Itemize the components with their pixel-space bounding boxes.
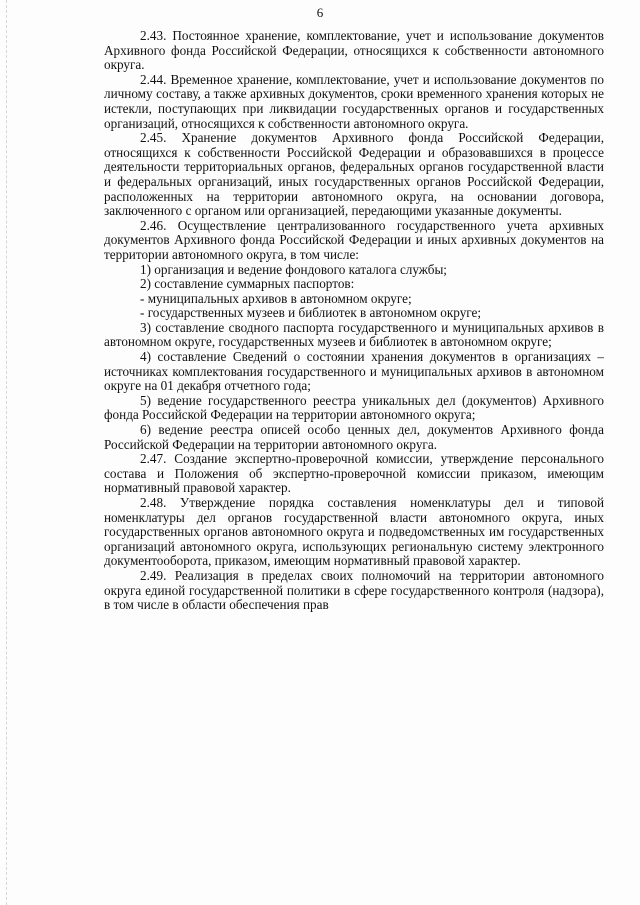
paragraph-2-44: 2.44. Временное хранение, комплектование, учет и использование документов по личному составу, а также архивных документов, сроки временного хранения которых не истекли, поступающих при ликвидации государственных органов и государственных организаций, относящихся к собственности автономного округа. xyxy=(104,71,604,131)
document-body xyxy=(104,29,604,613)
scan-edge-mark xyxy=(6,0,8,905)
list-subitem-municipal-archives: - муниципальных архивов в автономном округе; xyxy=(140,290,412,306)
list-item-2-46-2: 2) составление суммарных паспортов: xyxy=(140,276,355,292)
list-item-2-46-3: 3) составление сводного паспорта государственного и муниципальных архивов в автономном округе, государственных музеев и библиотек в автономном округе; xyxy=(104,319,604,350)
list-item-2-46-5: 5) ведение государственного реестра уникальных дел (документов) Архивного фонда Российской Федерации на территории автономного округа; xyxy=(104,392,604,423)
list-item-2-46-4: 4) составление Сведений о состоянии хранения документов в организациях – источниках комплектования государственного и муниципальных архивов в автономном округе на 01 декабря отчетного года; xyxy=(104,349,604,394)
paragraph-2-45: 2.45. Хранение документов Архивного фонда Российской Федерации, относящихся к собственности Российской Федерации и образовавшихся в процессе деятельности территориальных органов, федеральных органов государственной власти и федеральных организаций, иных государственных органов Российской Федерации, расположенных на территории автономного округа, на основании договора, заключенного с органом или организацией, передающими указанные документы. xyxy=(104,130,604,219)
paragraph-2-46: 2.46. Осуществление централизованного государственного учета архивных документов Архивного фонда Российской Федерации и иных архивных документов на территории автономного округа, в том числе: xyxy=(104,217,604,262)
list-item-2-46-1: 1) организация и ведение фондового каталога службы; xyxy=(140,261,447,277)
paragraph-2-48: 2.48. Утверждение порядка составления номенклатуры дел и типовой номенклатуры дел органов государственной власти автономного округа, иных государственных органов автономного округа и подведомственных им государственных организаций автономного округа, использующих региональную систему электронного документооборота, приказом, имеющим нормативный правовой характер. xyxy=(104,495,604,569)
list-item-2-46-6: 6) ведение реестра описей особо ценных дел, документов Архивного фонда Российской Федерации на территории автономного округа. xyxy=(104,422,604,452)
paragraph-2-47: 2.47. Создание экспертно-проверочной комиссии, утверждение персонального состава и Положения об экспертно-проверочной комиссии приказом, имеющим нормативный правовой характер. xyxy=(104,451,604,496)
list-subitem-museums-libraries: - государственных музеев и библиотек в автономном округе; xyxy=(140,305,482,321)
page-number: 6 xyxy=(316,5,324,20)
paragraph-2-49: 2.49. Реализация в пределах своих полномочий на территории автономного округа единой государственной политики в сфере государственного контроля (надзора), в том числе в области обеспечения прав xyxy=(104,567,604,613)
paragraph-2-43: 2.43. Постоянное хранение, комплектование, учет и использование документов Архивного фонда Российской Федерации, относящихся к собственности автономного округа. xyxy=(104,28,604,73)
